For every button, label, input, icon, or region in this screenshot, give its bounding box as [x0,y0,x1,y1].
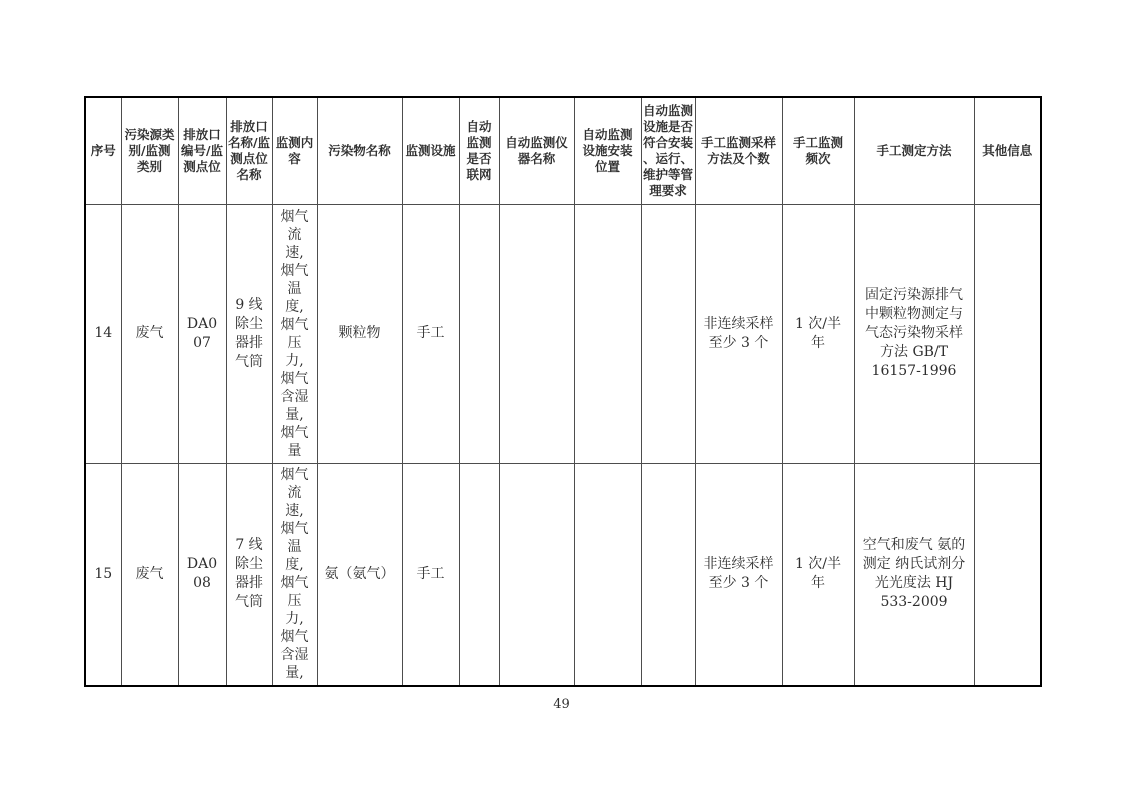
header-auto-instrument-name: 自动监测仪器名称 [499,97,574,204]
cell-other-info [974,204,1041,463]
cell-monitor-facility: 手工 [402,463,459,686]
cell-auto-instrument-name [499,204,574,463]
header-source-category: 污染源类别/监测类别 [121,97,178,204]
cell-outlet-code: DA007 [178,204,226,463]
table-row-14 [85,204,1041,463]
header-outlet-name: 排放口名称/监测点位名称 [226,97,272,204]
cell-manual-frequency: 1 次/半年 [782,204,854,463]
cell-outlet-name: 7 线除尘器排气筒 [226,463,272,686]
header-manual-sampling-method: 手工监测采样方法及个数 [695,97,782,204]
header-monitor-content: 监测内容 [272,97,317,204]
header-manual-method: 手工测定方法 [854,97,974,204]
cell-manual-frequency: 1 次/半年 [782,463,854,686]
header-monitor-facility: 监测设施 [402,97,459,204]
cell-auto-compliance [641,204,695,463]
cell-pollutant-name: 颗粒物 [317,204,402,463]
header-other-info: 其他信息 [974,97,1041,204]
cell-monitor-content: 烟气流速,烟气温度,烟气压力,烟气含湿量,烟气量 [272,204,317,463]
cell-seq: 15 [85,463,121,686]
table-header-row [85,97,1041,204]
table-row-15 [85,463,1041,686]
cell-source-category: 废气 [121,204,178,463]
cell-seq: 14 [85,204,121,463]
cell-source-category: 废气 [121,463,178,686]
cell-monitor-content: 烟气流速,烟气温度,烟气压力,烟气含湿量, [272,463,317,686]
cell-auto-networked [459,204,499,463]
cell-auto-instrument-name [499,463,574,686]
cell-monitor-facility: 手工 [402,204,459,463]
monitoring-table [84,96,1042,687]
header-seq: 序号 [85,97,121,204]
cell-pollutant-name: 氨（氨气） [317,463,402,686]
cell-outlet-name: 9 线除尘器排气筒 [226,204,272,463]
cell-auto-install-location [574,204,641,463]
cell-other-info [974,463,1041,686]
header-auto-networked: 自动监测是否联网 [459,97,499,204]
cell-manual-sampling-method: 非连续采样至少 3 个 [695,463,782,686]
cell-manual-method: 空气和废气 氨的测定 纳氏试剂分光光度法 HJ 533-2009 [854,463,974,686]
header-auto-compliance: 自动监测设施是否符合安装、运行、维护等管理要求 [641,97,695,204]
cell-manual-method: 固定污染源排气中颗粒物测定与气态污染物采样方法 GB/T 16157-1996 [854,204,974,463]
page-number: 49 [553,697,570,712]
cell-auto-install-location [574,463,641,686]
header-outlet-code: 排放口编号/监测点位 [178,97,226,204]
cell-auto-compliance [641,463,695,686]
header-auto-install-location: 自动监测设施安装位置 [574,97,641,204]
header-manual-frequency: 手工监测频次 [782,97,854,204]
cell-auto-networked [459,463,499,686]
cell-outlet-code: DA008 [178,463,226,686]
cell-manual-sampling-method: 非连续采样至少 3 个 [695,204,782,463]
header-pollutant-name: 污染物名称 [317,97,402,204]
